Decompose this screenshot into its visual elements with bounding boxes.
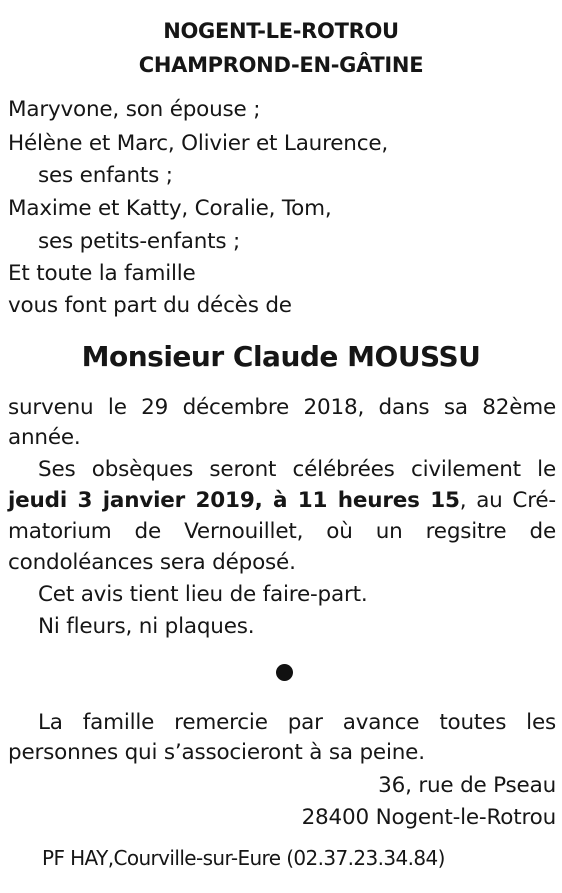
funeral-line: matorium de Vernouillet, où un regsitre de <box>8 519 556 544</box>
family-line: Maryvone, son épouse ; <box>8 97 261 122</box>
funeral-line: Ses obsèques seront célébrées civilement le <box>38 457 556 482</box>
separator-dot <box>276 664 293 681</box>
death-line: année. <box>8 425 81 450</box>
thanks-line: personnes qui s’associeront à sa peine. <box>8 740 425 765</box>
funeral-home: PF HAY,Courville-sur-Eure (02.37.23.34.84) <box>42 846 445 870</box>
family-line: ses petits-enfants ; <box>38 229 241 254</box>
funeral-date: jeudi 3 janvier 2019, à 11 heures 15 <box>8 488 460 513</box>
funeral-line: Ni fleurs, ni plaques. <box>38 614 255 639</box>
family-line: vous font part du décès de <box>8 293 292 318</box>
funeral-line: Cet avis tient lieu de faire-part. <box>38 582 368 607</box>
death-line: survenu le 29 décembre 2018, dans sa 82ème <box>8 395 556 420</box>
family-line: Maxime et Katty, Coralie, Tom, <box>8 196 332 221</box>
town-heading: CHAMPROND-EN-GÂTINE <box>138 53 424 77</box>
funeral-date-line <box>8 486 556 516</box>
funeral-line: condoléances sera déposé. <box>8 550 296 575</box>
family-line: Et toute la famille <box>8 261 196 286</box>
family-line: Hélène et Marc, Olivier et Laurence, <box>8 131 388 156</box>
family-line: ses enfants ; <box>38 163 173 188</box>
address-city: 28400 Nogent-le-Rotrou <box>301 805 556 830</box>
deceased-name: Monsieur Claude MOUSSU <box>81 340 481 373</box>
thanks-line: La famille remercie par avance toutes les <box>38 710 556 735</box>
town-heading: NOGENT-LE-ROTROU <box>163 19 399 43</box>
address-street: 36, rue de Pseau <box>378 773 556 798</box>
funeral-place-start: , au Cré- <box>459 488 556 513</box>
